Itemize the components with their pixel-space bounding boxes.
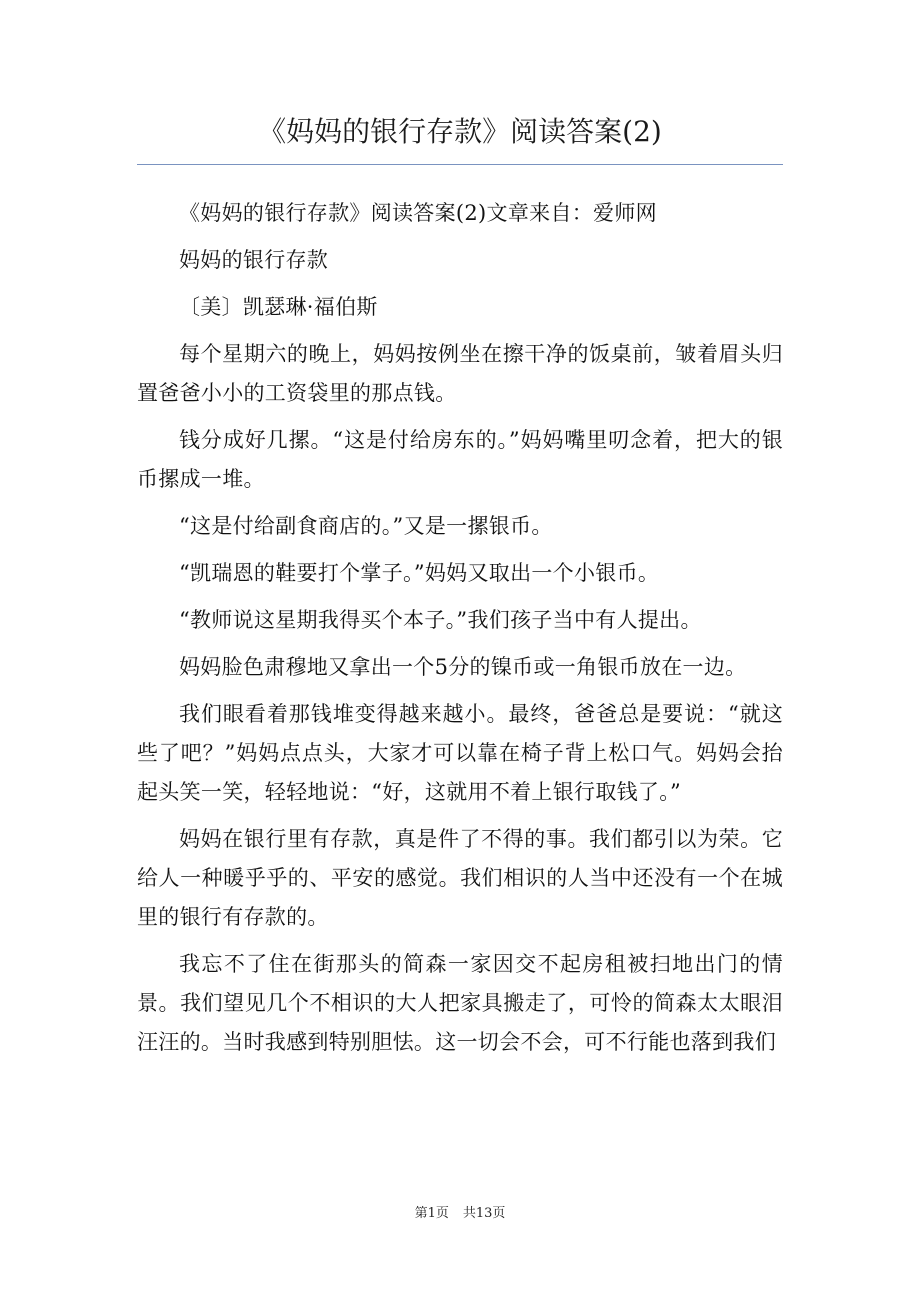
paragraph: “这是付给副食商店的。”又是一摞银币。 — [179, 514, 553, 538]
page-total: 共13页 — [462, 1206, 506, 1221]
paragraph: 我忘不了住在街那头的简森一家因交不起房租被扫地出门的情景。我们望见几个不相识的大人把家具搬走了，可怜的简森太太眼泪汪汪的。当时我感到特别胆怯。这一切会不会，可不行能也落到我们 — [137, 952, 783, 1054]
paragraph: 妈妈在银行里有存款，真是件了不得的事。我们都引以为荣。它给人一种暖乎乎的、平安的感觉。我们相识的人当中还没有一个在城里的银行有存款的。 — [137, 827, 783, 929]
paragraph: “凯瑞恩的鞋要打个掌子。”妈妈又取出一个小银币。 — [179, 561, 660, 585]
paragraph: 每个星期六的晚上，妈妈按例坐在擦干净的饭桌前，皱着眉头归置爸爸小小的工资袋里的那点钱。 — [137, 342, 783, 405]
paragraph-article-title: 妈妈的银行存款 — [179, 248, 329, 272]
paragraph: “教师说这星期我得买个本子。”我们孩子当中有人提出。 — [179, 608, 702, 632]
page-number: 第1页 — [414, 1206, 449, 1221]
title-divider — [137, 164, 783, 165]
paragraph-author: 〔美〕凯瑟琳·福伯斯 — [179, 295, 378, 319]
page-footer — [0, 1205, 920, 1223]
paragraph-source: 《妈妈的银行存款》阅读答案(2)文章来自：爱师网 — [179, 201, 657, 225]
paragraph: 钱分成好几摞。“这是付给房东的。”妈妈嘴里叨念着，把大的银币摞成一堆。 — [137, 428, 783, 491]
document-body — [137, 194, 783, 1070]
paragraph: 我们眼看着那钱堆变得越来越小。最终，爸爸总是要说：“就这些了吧？”妈妈点点头，大家才可以靠在椅子背上松口气。妈妈会抬起头笑一笑，轻轻地说：“好，这就用不着上银行取钱了。” — [137, 702, 783, 804]
paragraph: 妈妈脸色肃穆地又拿出一个5分的镍币或一角银币放在一边。 — [179, 655, 747, 679]
page-title: 《妈妈的银行存款》阅读答案(2) — [258, 115, 662, 148]
